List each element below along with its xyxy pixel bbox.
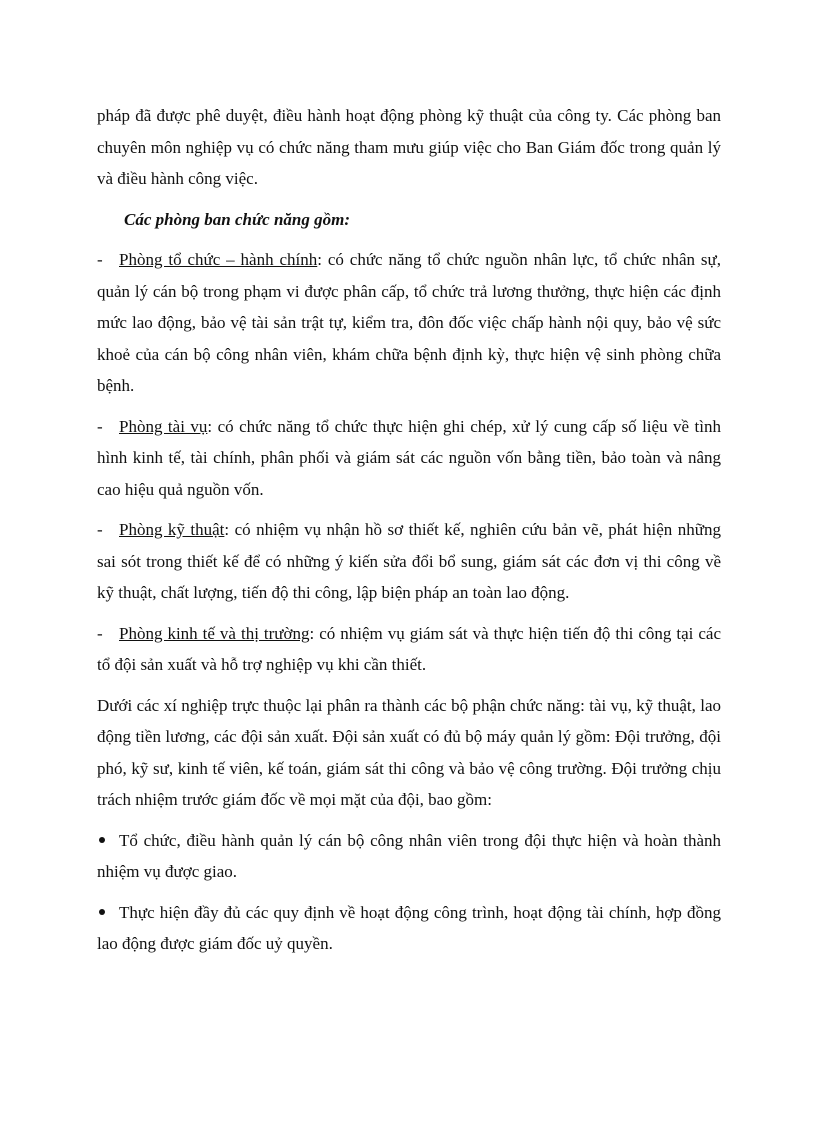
document-body	[97, 100, 721, 969]
department-description: : có nhiệm vụ nhận hồ sơ thiết kế, nghiên cứu bản vẽ, phát hiện những sai sót trong thiết kế để có những ý kiến sửa đổi bổ sung, giám sát các đơn vị thi công về kỹ thuật, chất lượng, tiến độ thi công, lập biện pháp an toàn lao động.	[97, 520, 721, 602]
department-item	[97, 514, 721, 609]
intro-paragraph: pháp đã được phê duyệt, điều hành hoạt động phòng kỹ thuật của công ty. Các phòng ban chuyên môn nghiệp vụ có chức năng tham mưu giúp việc cho Ban Giám đốc trong quản lý và điều hành công việc.	[97, 106, 721, 188]
department-description: : có chức năng tổ chức thực hiện ghi chép, xử lý cung cấp số liệu về tình hình kinh tế, tài chính, phân phối và giám sát các nguồn vốn bằng tiền, bảo toàn và nâng cao hiệu quả nguồn vốn.	[97, 416, 721, 499]
section-heading: Các phòng ban chức năng gồm:	[124, 209, 351, 229]
department-name: Phòng tổ chức – hành chính	[119, 250, 318, 269]
department-name: Phòng kỹ thuật	[119, 520, 225, 539]
department-item	[97, 411, 721, 506]
list-dash: -	[97, 623, 103, 643]
list-dash: -	[97, 250, 103, 269]
bullet-item	[97, 897, 721, 960]
bullet-text: Thực hiện đầy đủ các quy định về hoạt động công trình, hoạt động tài chính, hợp đồng lao động được giám đốc uỷ quyền.	[97, 902, 721, 953]
department-item	[97, 618, 721, 681]
department-name: Phòng kinh tế và thị trường	[119, 623, 310, 643]
department-name: Phòng tài vụ	[119, 416, 208, 436]
list-dash: -	[97, 520, 103, 539]
bullet-item	[97, 825, 721, 888]
bullet-dot-icon	[97, 897, 119, 929]
bullet-dot-icon	[97, 825, 119, 857]
department-description: : có chức năng tổ chức nguồn nhân lực, tổ chức nhân sự, quản lý cán bộ trong phạm vi được phân cấp, tổ chức trả lương thưởng, thực hiện các định mức lao động, bảo vệ tài sản trật tự, kiểm tra, đôn đốc việc chấp hành nội quy, bảo vệ sức khoẻ của cán bộ công nhân viên, khám chữa bệnh định kỳ, thực hiện vệ sinh phòng chữa bệnh.	[97, 250, 722, 395]
department-item	[97, 244, 721, 402]
list-dash: -	[97, 416, 103, 436]
bullet-text: Tổ chức, điều hành quản lý cán bộ công nhân viên trong đội thực hiện và hoàn thành nhiệm vụ được giao.	[97, 830, 721, 881]
department-description: : có nhiệm vụ giám sát và thực hiện tiến độ thi công tại các tổ đội sản xuất và hỗ trợ nghiệp vụ khi cần thiết.	[97, 623, 722, 674]
body-paragraph: Dưới các xí nghiệp trực thuộc lại phân ra thành các bộ phận chức năng: tài vụ, kỹ thuật, lao động tiền lương, các đội sản xuất. Đội sản xuất có đủ bộ máy quản lý gồm: Đội trưởng, đội phó, kỹ sư, kinh tế viên, kế toán, giám sát thi công và bảo vệ công trường. Đội trưởng chịu trách nhiệm trước giám đốc về mọi mặt của đội, bao gồm:	[97, 695, 721, 809]
